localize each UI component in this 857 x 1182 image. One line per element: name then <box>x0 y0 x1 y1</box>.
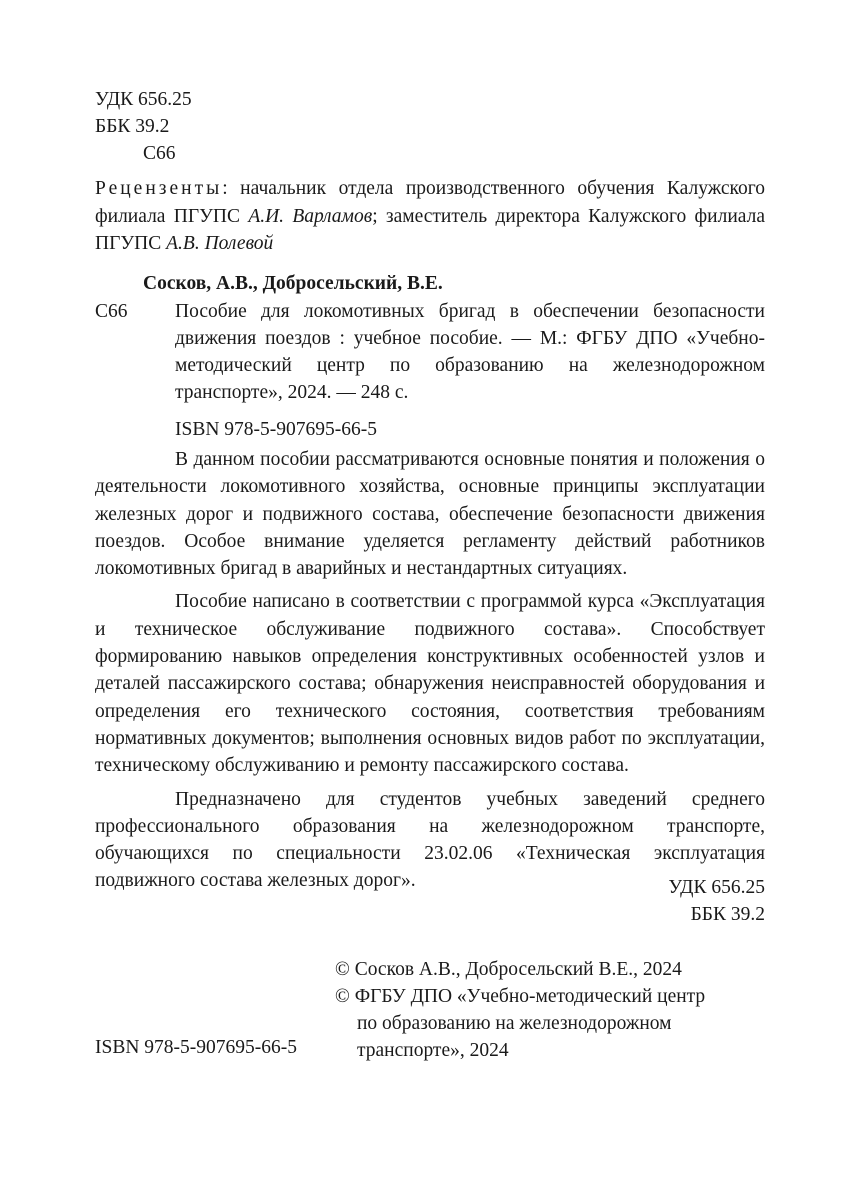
udk-code: УДК 656.25 <box>95 89 192 110</box>
reviewers-text-1: : начальник отдела производственного обучения Калужского филиала ПГУПС <box>95 178 765 227</box>
annotation-paragraph: Предназначено для студентов учебных заведений среднего профессионального образования на железнодорожном транспорте, обучающихся по специальности 23.02.06 «Техническая эксплуатация подвижного состава железных дорог». <box>95 788 765 892</box>
bbk-code: ББК 39.2 <box>95 116 170 137</box>
copyright-authors: © Сосков А.В., Добросельский В.Е., 2024 <box>335 959 682 980</box>
right-classification-codes <box>668 874 765 928</box>
author-mark: С66 <box>143 143 176 164</box>
copyright-publisher-line3: транспорте», 2024 <box>357 1040 509 1061</box>
reviewer-1: А.И. Варламов <box>248 205 373 227</box>
copyright-block <box>335 956 775 1064</box>
catalog-authors: Сосков, А.В., Добросельский, В.Е. <box>143 273 443 294</box>
copyright-publisher-line1: © ФГБУ ДПО «Учебно-методический центр <box>335 986 706 1007</box>
copyright-publisher-line2: по образованию на железнодорожном <box>357 1013 672 1034</box>
annotation-paragraph: В данном пособии рассматриваются основные понятия и положения о деятельности локомотивного хозяйства, основные принципы эксплуатации железных дорог и подвижного состава, обеспечение безопасности движения поездов. Особое внимание уделяется регламенту действий работников локомотивных бригад в аварийных и нестандартных ситуациях. <box>95 449 765 580</box>
catalog-description: Пособие для локомотивных бригад в обеспечении безопасности движения поездов : учебное пособие. — М.: ФГБУ ДПО «Учебно-методический центр по образованию на железнодорожном транспорте», 2024. — 248 с. <box>175 301 765 403</box>
right-udk-code: УДК 656.25 <box>668 877 765 898</box>
right-bbk-code: ББК 39.2 <box>690 904 765 925</box>
annotation-paragraph: Пособие написано в соответствии с программой курса «Эксплуатация и техническое обслуживание подвижного состава». Способствует формированию навыков определения конструктивных особенностей узлов и деталей пассажирского состава; обнаружения неисправностей оборудования и определения его технического состояния, соответствия требованиям нормативных документов; выполнения основных видов работ по эксплуатации, техническому обслуживанию и ремонту пассажирского состава. <box>95 591 765 777</box>
isbn-bottom: ISBN 978-5-907695-66-5 <box>95 1037 298 1058</box>
annotation <box>95 446 765 895</box>
reviewers-paragraph <box>95 175 765 258</box>
reviewer-2: А.В. Полевой <box>166 233 274 254</box>
classification-codes <box>95 86 395 167</box>
catalog-code: С66 <box>95 301 128 322</box>
catalog-entry <box>95 298 765 443</box>
catalog-isbn: ISBN 978-5-907695-66-5 <box>175 419 378 440</box>
reviewers-label: Рецензенты <box>95 178 223 199</box>
reviewers-text-2: ; заместитель директора Калужского филиала ПГУПС <box>95 205 765 254</box>
